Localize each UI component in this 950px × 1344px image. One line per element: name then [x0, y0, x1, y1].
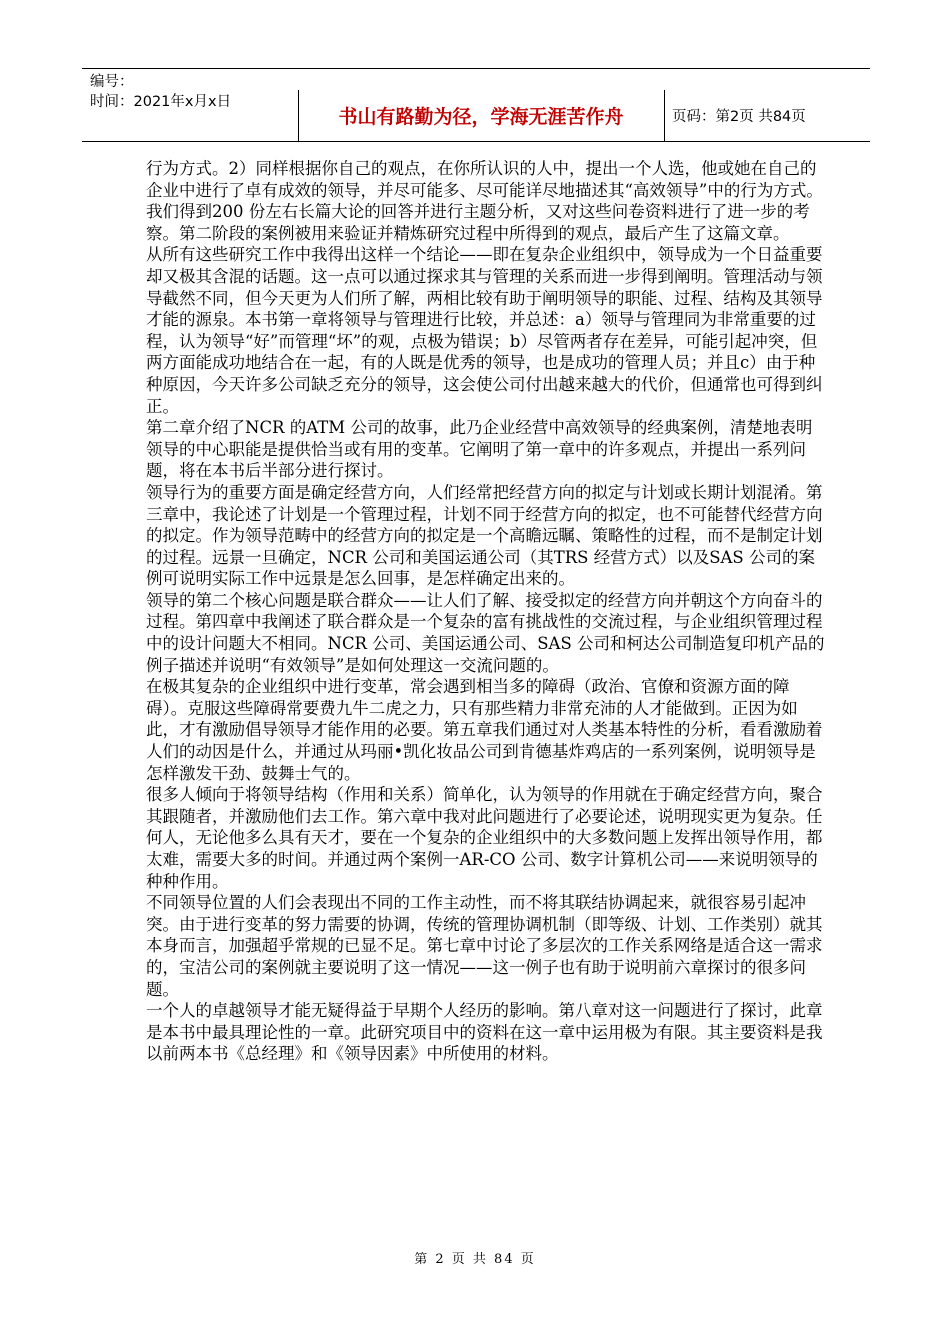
header-divider-right: [664, 90, 665, 142]
header-page-info: 页码：第2页 共84页: [672, 109, 806, 125]
page-footer: 第 2 页 共 84 页: [414, 1252, 536, 1267]
header-left: [90, 72, 231, 112]
body-paragraph: 在极其复杂的企业组织中进行变革，常会遇到相当多的障碍（政治、官僚和资源方面的障碍）。克服这些障碍常要费九牛二虎之力，只有那些精力非常充沛的人才能做到。正因为如此，才有激励倡导领导才能作用的必要。第五章我们通过对人类基本特性的分析，看看激励着人们的动因是什么，并通过从玛丽•凯化妆品公司到肯德基炸鸡店的一系列案例，说明领导是怎样激发干劲、鼓舞士气的。: [146, 677, 823, 783]
document-number-label: 编号：: [90, 74, 134, 90]
page-header: [82, 68, 870, 142]
body-paragraph: 领导行为的重要方面是确定经营方向，人们经常把经营方向的拟定与计划或长期计划混淆。第三章中，我论述了计划是一个管理过程，计划不同于经营方向的拟定，也不可能替代经营方向的拟定。作为领导范畴中的经营方向的拟定是一个高瞻远瞩、策略性的过程，而不是制定计划的过程。远景一旦确定，NCR 公司和美国运通公司（其TRS 经营方式）以及SAS 公司的案例可说明实际工作中远景是怎么回事，是怎样确定出来的。: [146, 482, 823, 589]
body-paragraph: 领导的第二个核心问题是联合群众——让人们了解、接受拟定的经营方向并朝这个方向奋斗的过程。第四章中我阐述了联合群众是一个复杂的富有挑战性的交流过程，与企业组织管理过程中的设计问题大不相同。NCR 公司、美国运通公司、SAS 公司和柯达公司制造复印机产品的例子描述并说明“有效领导”是如何处理这一交流问题的。: [146, 590, 825, 675]
body-paragraph: 很多人倾向于将领导结构（作用和关系）简单化，认为领导的作用就在于确定经营方向，聚合其跟随者，并激励他们去工作。第六章中我对此问题进行了必要论述，说明现实更为复杂。任何人，无论他多么具有天才，要在一个复杂的企业组织中的大多数问题上发挥出领导作用，都太难，需要大多的时间。并通过两个案例一AR-CO 公司、数字计算机公司——来说明领导的种种作用。: [146, 785, 823, 891]
body-paragraph: 一个人的卓越领导才能无疑得益于早期个人经历的影响。第八章对这一问题进行了探讨，此章是本书中最具理论性的一章。此研究项目中的资料在这一章中运用极为有限。其主要资料是我以前两本书《总经理》和《领导因素》中所使用的材料。: [146, 1001, 823, 1064]
document-time-label: 时间：2021年x月x日: [90, 94, 232, 110]
header-top-rule: [82, 68, 870, 69]
body-paragraph: 从所有这些研究工作中我得出这样一个结论——即在复杂企业组织中，领导成为一个日益重要却又极其含混的话题。这一点可以通过探求其与管理的关系而进一步得到阐明。管理活动与领导截然不同，但今天更为人们所了解，两相比较有助于阐明领导的职能、过程、结构及其领导才能的源泉。本书第一章将领导与管理进行比较，并总述：a）领导与管理同为非常重要的过程，认为领导“好”而管理“坏”的观，点极为错误；b）尽管两者存在差异，可能引起冲突，但两方面能成功地结合在一起，有的人既是优秀的领导，也是成功的管理人员；并且c）由于种种原因，今天许多公司缺乏充分的领导，这会使公司付出越来越大的代价，但通常也可得到纠正。: [146, 245, 823, 416]
document-body: [146, 158, 826, 1065]
header-motto: 书山有路勤为径，学海无涯苦作舟: [338, 106, 624, 128]
body-paragraph: 第二章介绍了NCR 的ATM 公司的故事，此乃企业经营中高效领导的经典案例，清楚地表明领导的中心职能是提供恰当或有用的变革。它阐明了第一章中的许多观点，并提出一系列问题，将在本书后半部分进行探讨。: [146, 418, 813, 481]
body-paragraph: 不同领导位置的人们会表现出不同的工作主动性，而不将其联结协调起来，就很容易引起冲突。由于进行变革的努力需要的协调，传统的管理协调机制（即等级、计划、工作类别）就其本身而言，加强超乎常规的已显不足。第七章中讨论了多层次的工作关系网络是适合这一需求的，宝洁公司的案例就主要说明了这一情况——这一例子也有助于说明前六章探讨的很多问题。: [146, 893, 823, 999]
header-bottom-rule: [82, 141, 870, 142]
body-paragraph: 行为方式。2）同样根据你自己的观点，在你所认识的人中，提出一个人选，他或她在自己的企业中进行了卓有成效的领导，并尽可能多、尽可能详尽地描述其“高效领导”中的行为方式。我们得到200 份左右长篇大论的回答并进行主题分析，又对这些问卷资料进行了进一步的考察。第二阶段的案例被用来验证并精炼研究过程中所得到的观点，最后产生了这篇文章。: [146, 159, 823, 243]
